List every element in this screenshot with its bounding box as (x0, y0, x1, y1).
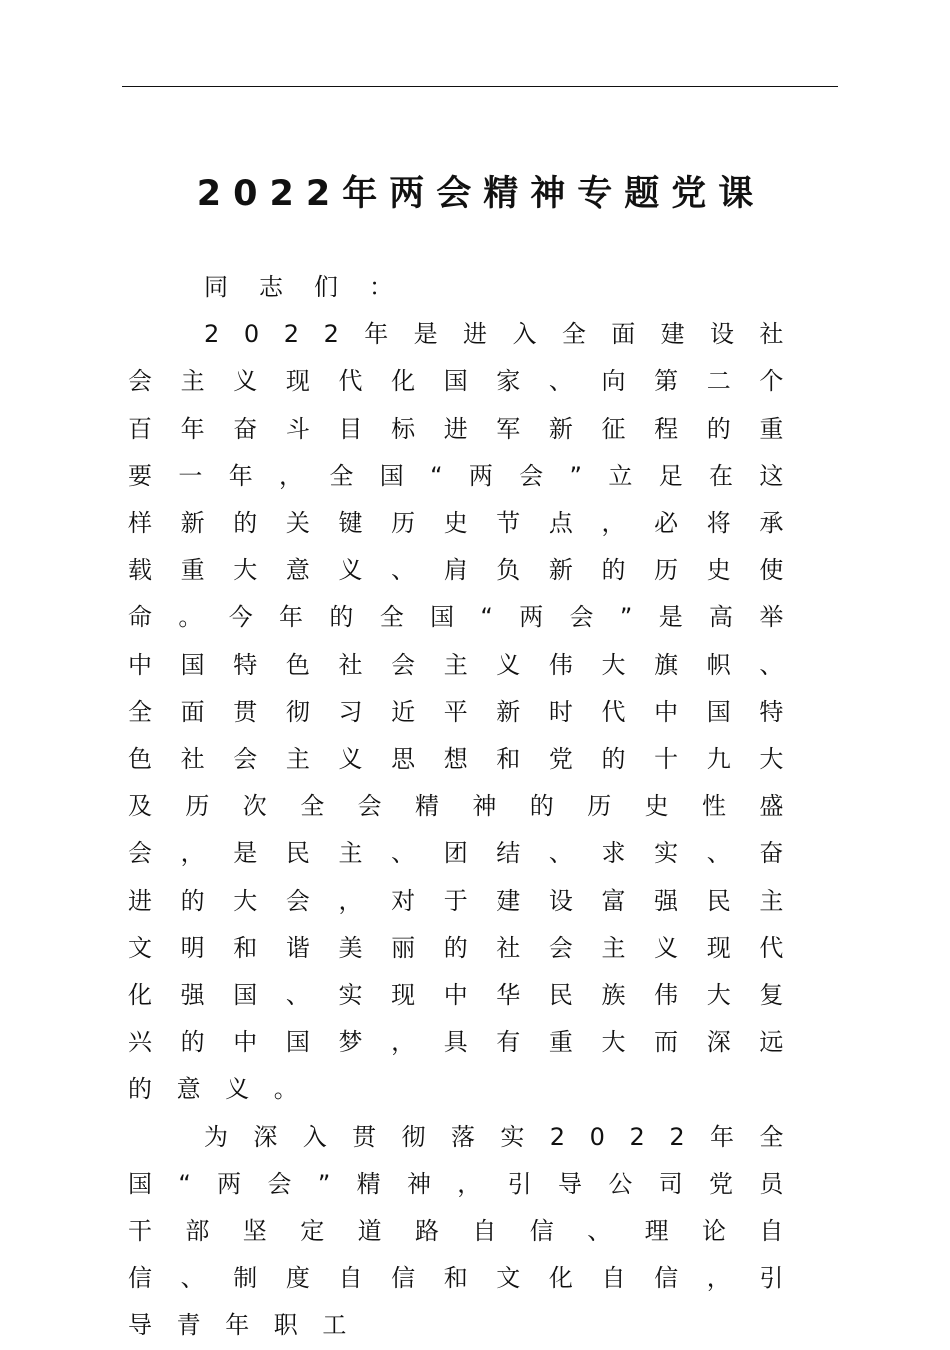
greeting: 同志们： (204, 273, 424, 301)
paragraph-2: 为深入贯彻落实2022年全国“两会”精神，引导公司党员干部坚定道路自信、理论自信、制度自信和文化自信，引导青年职工 (128, 1122, 808, 1340)
paragraph-1: 2022年是进入全面建设社会主义现代化国家、向第二个百年奋斗目标进军新征程的重要一年，全国“两会”立足在这样新的关键历史节点，必将承载重大意义、肩负新的历史使命。今年的全国“两会”是高举中国特色社会主义伟大旗帜、全面贯彻习近平新时代中国特色社会主义思想和党的十九大及历次全会精神的历史性盛会，是民主、团结、求实、奋进的大会，对于建设富强民主文明和谐美丽的社会主义现代化强国、实现中华民族伟大复兴的中国梦，具有重大而深远的意义。 (128, 320, 808, 1104)
header-rule (122, 86, 838, 87)
document-body (128, 264, 808, 1350)
document-title: 2022年两会精神专题党课 (196, 174, 766, 214)
